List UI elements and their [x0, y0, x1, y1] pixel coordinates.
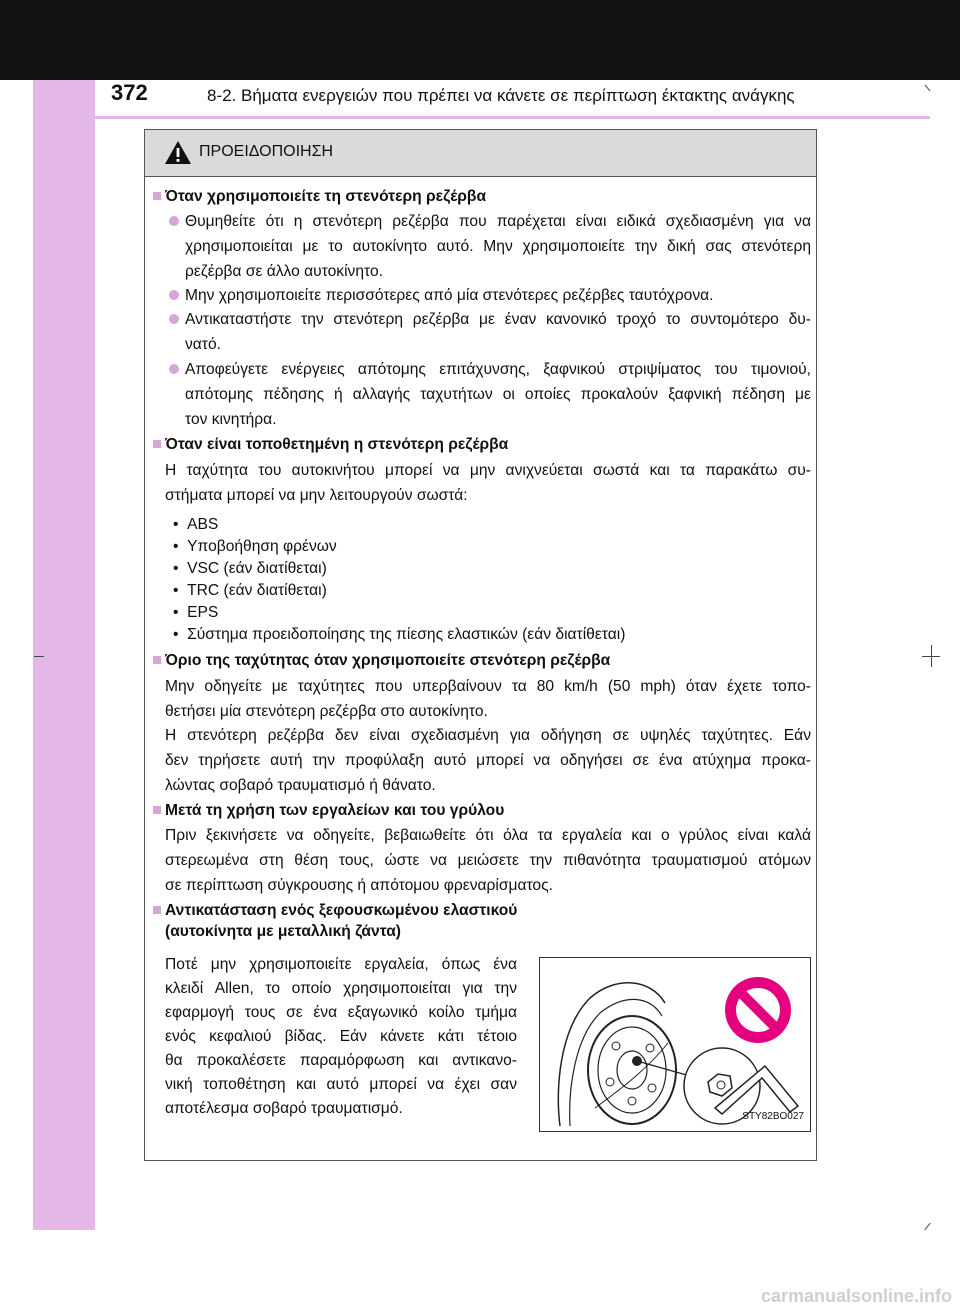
paragraph-line: αποτέλεσμα σοβαρό τραυματισμό.	[165, 1100, 403, 1117]
paragraph-line: σε περίπτωση σύγκρουσης ή απότομου φρεναρίσματος.	[165, 877, 553, 894]
section-bullet-icon	[153, 656, 161, 664]
list-item: • Σύστημα προειδοποίησης της πίεσης ελαστικών (εάν διατίθεται)	[173, 626, 626, 643]
header-rule	[33, 116, 930, 119]
paragraph-line: εφαρμογή τους σε ένα εξαγωνικό κοίλο τμήμα	[165, 1004, 517, 1021]
list-item-text: Υποβοήθηση φρένων	[187, 538, 337, 555]
list-item: • VSC (εάν διατίθεται)	[173, 560, 327, 577]
section-heading: Μετά τη χρήση των εργαλείων και του γρύλου	[165, 802, 505, 819]
chapter-title: 8-2. Βήματα ενεργειών που πρέπει να κάνετε σε περίπτωση έκτακτης ανάγκης	[207, 86, 795, 105]
list-item: • Υποβοήθηση φρένων	[173, 538, 337, 555]
wheel-illustration	[539, 957, 811, 1132]
list-item-text: TRC (εάν διατίθεται)	[187, 582, 327, 599]
section-bullet-icon	[153, 906, 161, 914]
list-item-text: ABS	[187, 516, 219, 533]
paragraph-line: στερεωμένα στη θέση τους, ώστε να μειώσετε την πιθανότητα τραυματισμού ατόμων	[165, 852, 811, 869]
paragraph-line: λώντας σοβαρό τραυματισμό ή θάνατο.	[165, 777, 436, 794]
list-item: • ABS	[173, 516, 219, 533]
section-bullet-icon	[153, 806, 161, 814]
section-heading: Όταν είναι τοποθετημένη η στενότερη ρεζέρβα	[165, 436, 509, 453]
crop-mark	[34, 656, 44, 657]
paragraph-line: Θυμηθείτε ότι η στενότερη ρεζέρβα που παρέχεται είναι ειδικά σχεδιασμένη για να	[185, 213, 811, 230]
paragraph-line: Μην οδηγείτε με ταχύτητες που υπερβαίνουν τα 80 km/h (50 mph) όταν έχετε τοπο-	[165, 678, 811, 695]
list-item-text: EPS	[187, 604, 219, 621]
paragraph-line: στήματα μπορεί να μην λειτουργούν σωστά:	[165, 487, 468, 504]
paragraph-line: Αποφεύγετε ενέργειες απότομης επιτάχυνσης, ξαφνικού στριψίματος του τιμονιού,	[185, 361, 811, 378]
warning-content	[145, 130, 816, 1160]
side-color-strip	[33, 80, 95, 1230]
crop-mark	[924, 1223, 931, 1231]
bullet-dot-icon	[169, 364, 179, 374]
page-number: 372	[111, 80, 148, 105]
paragraph-line: δεν τηρήσετε αυτή την προφύλαξη αυτό μπορεί να οδηγήσει σε ένα ατύχημα προκα-	[165, 752, 811, 769]
paragraph-line: τον κινητήρα.	[185, 411, 277, 428]
paragraph-line: θα προκαλέσετε παραμόρφωση και αντικανο-	[165, 1052, 517, 1069]
paragraph-line: απότομης πέδησης ή αλλαγής ταχυτήτων οι οποίες προκαλούν ξαφνική πέδηση με	[185, 386, 811, 403]
paragraph-line: κλειδί Allen, το οποίο χρησιμοποιείται για την	[165, 980, 517, 997]
list-item-text: VSC (εάν διατίθεται)	[187, 560, 327, 577]
section-heading: Όριο της ταχύτητας όταν χρησιμοποιείτε στενότερη ρεζέρβα	[165, 652, 611, 669]
list-item-text: Σύστημα προειδοποίησης της πίεσης ελαστικών (εάν διατίθεται)	[187, 626, 626, 643]
paragraph-line: χρησιμοποιείται με το αυτοκίνητο αυτό. Μην χρησιμοποιείτε την δική σας στενότερη	[185, 238, 811, 255]
crop-mark	[925, 85, 931, 92]
paragraph-line: Η στενότερη ρεζέρβα δεν είναι σχεδιασμένη για οδήγηση σε υψηλές ταχύτητες. Εάν	[165, 727, 811, 744]
paragraph-line: ρεζέρβα σε άλλο αυτοκίνητο.	[185, 263, 383, 280]
list-item: • TRC (εάν διατίθεται)	[173, 582, 327, 599]
list-item: • EPS	[173, 604, 219, 621]
paragraph-line: Ποτέ μην χρησιμοποιείτε εργαλεία, όπως ένα	[165, 956, 517, 973]
bullet-dot-icon	[169, 216, 179, 226]
paragraph-line: Πριν ξεκινήσετε να οδηγείτε, βεβαιωθείτε ότι όλα τα εργαλεία και ο γρύλος είναι καλά	[165, 827, 811, 844]
warning-box	[144, 129, 817, 1161]
warning-title: ΠΡΟΕΙΔΟΠΟΙΗΣΗ	[199, 143, 334, 160]
paragraph-line: νατό.	[185, 336, 221, 353]
paragraph-line: Η ταχύτητα του αυτοκινήτου μπορεί να μην ανιχνεύεται σωστά και τα παρακάτω συ-	[165, 462, 811, 479]
bullet-dot-icon	[169, 314, 179, 324]
section-heading: Αντικατάσταση ενός ξεφουσκωμένου ελαστικού	[165, 902, 518, 919]
paragraph-line: Μην χρησιμοποιείτε περισσότερες από μία στενότερες ρεζέρβες ταυτόχρονα.	[185, 287, 714, 304]
section-bullet-icon	[153, 440, 161, 448]
crop-mark	[922, 656, 940, 657]
bullet-dot-icon	[169, 290, 179, 300]
watermark-footer: carmanualsonline.info	[760, 1286, 952, 1306]
section-heading: Όταν χρησιμοποιείτε τη στενότερη ρεζέρβα	[165, 188, 487, 205]
section-heading: (αυτοκίνητα με μεταλλική ζάντα)	[165, 923, 401, 940]
top-black-bar	[0, 0, 960, 80]
paragraph-line: θετήσει μία στενότερη ρεζέρβα στο αυτοκίνητο.	[165, 703, 488, 720]
paragraph-line: νική τοποθέτηση και αυτό μπορεί να έχει σαν	[165, 1076, 517, 1093]
paragraph-line: Αντικαταστήστε την στενότερη ρεζέρβα με έναν κανονικό τροχό το συντομότερο δυ-	[185, 311, 811, 328]
figure-code: STY82BO027	[742, 1111, 804, 1122]
paragraph-line: ενός κεφαλιού βίδας. Εάν κάνετε κάτι τέτοιο	[165, 1028, 517, 1045]
section-bullet-icon	[153, 192, 161, 200]
